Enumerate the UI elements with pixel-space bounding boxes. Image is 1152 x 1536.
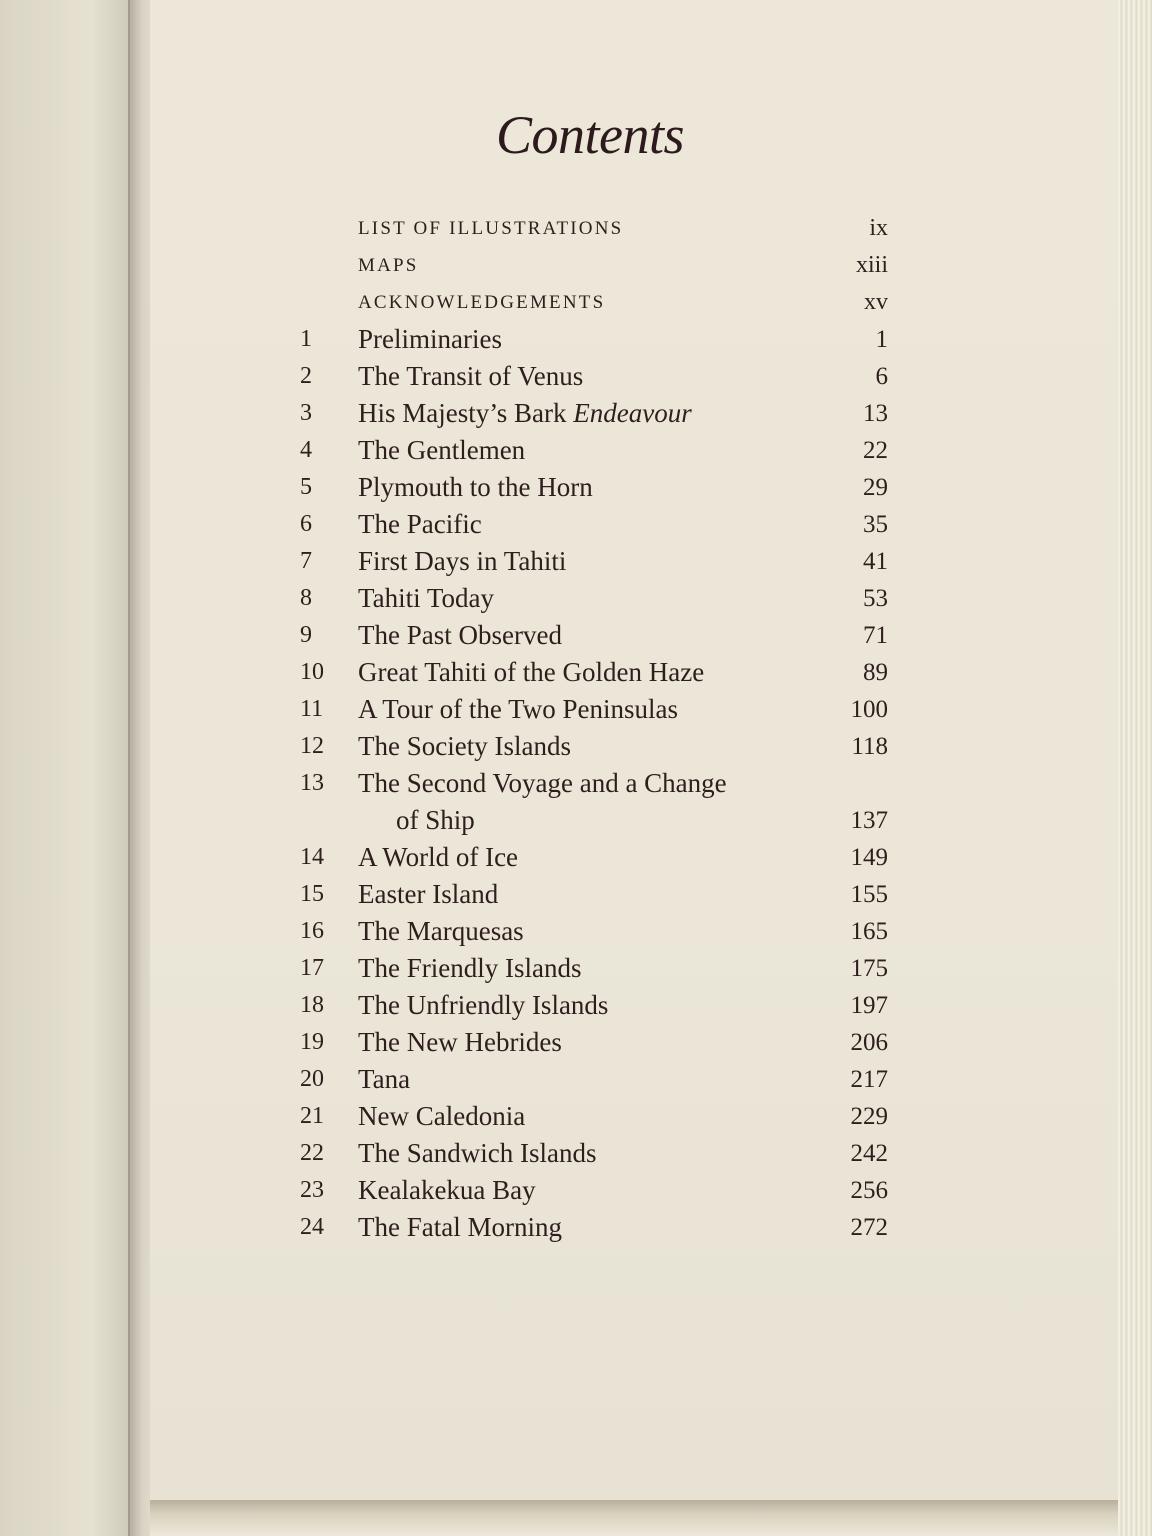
- chapter-title-continuation: of Ship: [396, 805, 475, 835]
- chapter-number: 19: [300, 1029, 324, 1055]
- toc-chapter-row: [300, 876, 900, 913]
- chapter-page: 242: [850, 1140, 888, 1167]
- chapter-number: 2: [300, 363, 312, 389]
- chapter-page: 35: [863, 511, 888, 538]
- chapter-number: 11: [300, 696, 324, 722]
- chapter-title: The Unfriendly Islands: [358, 990, 609, 1020]
- chapter-title: The Fatal Morning: [358, 1212, 562, 1242]
- chapter-page: 272: [850, 1214, 888, 1241]
- chapter-number: 5: [300, 474, 312, 500]
- toc-chapter-row: [300, 432, 900, 469]
- toc-chapter-row: [300, 1024, 900, 1061]
- chapter-number: 12: [300, 733, 324, 759]
- chapter-title: Kealakekua Bay: [358, 1175, 536, 1205]
- chapter-page: 197: [850, 992, 888, 1019]
- chapter-page: 6: [875, 363, 888, 390]
- chapter-title: The Friendly Islands: [358, 953, 582, 983]
- chapter-title: A World of Ice: [358, 842, 519, 872]
- chapter-page: 137: [850, 807, 888, 834]
- chapter-number: 10: [300, 659, 324, 685]
- toc-chapter-row: [300, 1172, 900, 1209]
- chapter-number: 17: [300, 955, 324, 981]
- toc-chapter-row: [300, 1209, 900, 1246]
- toc-chapter-row: [300, 1135, 900, 1172]
- chapter-number: 24: [300, 1214, 324, 1240]
- chapter-page: 53: [863, 585, 888, 612]
- chapter-title: The Marquesas: [358, 916, 524, 946]
- toc-chapter-row: [300, 1061, 900, 1098]
- table-of-contents: [300, 210, 900, 1246]
- chapter-title: The New Hebrides: [358, 1027, 562, 1057]
- toc-chapter-row: [300, 580, 900, 617]
- chapter-title: The Pacific: [358, 509, 482, 539]
- chapter-title: Tana: [358, 1064, 411, 1094]
- toc-entry-title: ACKNOWLEDGEMENTS: [358, 292, 606, 313]
- chapter-page: 175: [850, 955, 888, 982]
- chapter-page: 100: [850, 696, 888, 723]
- chapter-number: 13: [300, 770, 324, 796]
- toc-front-matter-row: [300, 247, 900, 284]
- chapter-title: Great Tahiti of the Golden Haze: [358, 657, 705, 687]
- chapter-title: The Transit of Venus: [358, 361, 584, 391]
- toc-chapter-row: [300, 543, 900, 580]
- chapter-page: 71: [863, 622, 888, 649]
- toc-page-number: xv: [864, 289, 888, 315]
- chapter-number: 18: [300, 992, 324, 1018]
- chapter-number: 3: [300, 400, 312, 426]
- toc-front-matter-row: [300, 210, 900, 247]
- toc-chapter-row-continuation: [300, 802, 900, 839]
- chapter-number: 15: [300, 881, 324, 907]
- chapter-page: 165: [850, 918, 888, 945]
- chapter-number: 9: [300, 622, 312, 648]
- chapter-page: 13: [863, 400, 888, 427]
- toc-chapter-row: [300, 654, 900, 691]
- chapter-page: 149: [850, 844, 888, 871]
- chapter-page: 41: [863, 548, 888, 575]
- chapter-number: 1: [300, 326, 312, 352]
- toc-front-matter-row: [300, 284, 900, 321]
- chapter-title: New Caledonia: [358, 1101, 526, 1131]
- toc-chapter-row: [300, 728, 900, 765]
- chapter-number: 23: [300, 1177, 324, 1203]
- chapter-page: 155: [850, 881, 888, 908]
- toc-chapter-row: [300, 321, 900, 358]
- toc-chapter-row: [300, 765, 900, 802]
- chapter-title: His Majesty’s Bark: [358, 398, 574, 428]
- chapter-page: 118: [851, 733, 888, 760]
- chapter-page: 206: [850, 1029, 888, 1056]
- chapter-page: 229: [850, 1103, 888, 1130]
- toc-entry-title: LIST OF ILLUSTRATIONS: [358, 218, 624, 239]
- chapter-title: Preliminaries: [358, 324, 502, 354]
- chapter-number: 22: [300, 1140, 324, 1166]
- chapter-title: Tahiti Today: [358, 583, 494, 613]
- toc-chapter-row: [300, 691, 900, 728]
- toc-page-number: ix: [869, 215, 888, 241]
- chapter-title: First Days in Tahiti: [358, 546, 567, 576]
- toc-chapter-row: [300, 395, 900, 432]
- toc-entry-title: MAPS: [358, 255, 419, 276]
- chapter-page: 217: [850, 1066, 888, 1093]
- toc-chapter-row: [300, 839, 900, 876]
- page-edges: [1118, 0, 1152, 1536]
- chapter-number: 6: [300, 511, 312, 537]
- chapter-number: 16: [300, 918, 324, 944]
- toc-chapter-row: [300, 506, 900, 543]
- toc-chapter-row: [300, 913, 900, 950]
- chapter-page: 89: [863, 659, 888, 686]
- chapter-page: 1: [875, 326, 888, 353]
- chapter-number: 14: [300, 844, 324, 870]
- chapter-number: 7: [300, 548, 312, 574]
- toc-chapter-row: [300, 358, 900, 395]
- ship-name-italic: Endeavour: [573, 398, 692, 428]
- chapter-page: 29: [863, 474, 888, 501]
- chapter-number: 4: [300, 437, 312, 463]
- chapter-page: 256: [850, 1177, 888, 1204]
- chapter-title: Plymouth to the Horn: [358, 472, 593, 502]
- left-page: [0, 0, 130, 1536]
- page-bottom-edge: [150, 1500, 1118, 1536]
- chapter-number: 8: [300, 585, 312, 611]
- chapter-title: The Second Voyage and a Change: [358, 768, 727, 798]
- chapter-title: The Sandwich Islands: [358, 1138, 597, 1168]
- toc-page-number: xiii: [855, 252, 888, 278]
- toc-chapter-row: [300, 617, 900, 654]
- toc-chapter-row: [300, 950, 900, 987]
- chapter-number: 20: [300, 1066, 324, 1092]
- chapter-title: The Gentlemen: [358, 435, 526, 465]
- chapter-page: 22: [863, 437, 888, 464]
- chapter-title-wrapper: [358, 395, 692, 432]
- toc-chapter-row: [300, 987, 900, 1024]
- chapter-number: 21: [300, 1103, 324, 1129]
- toc-chapter-row: [300, 1098, 900, 1135]
- chapter-title: A Tour of the Two Peninsulas: [358, 694, 678, 724]
- page-title: Contents: [495, 105, 684, 165]
- toc-chapter-row: [300, 469, 900, 506]
- chapter-title: Easter Island: [358, 879, 499, 909]
- chapter-title: The Past Observed: [358, 620, 562, 650]
- chapter-title: The Society Islands: [358, 731, 571, 761]
